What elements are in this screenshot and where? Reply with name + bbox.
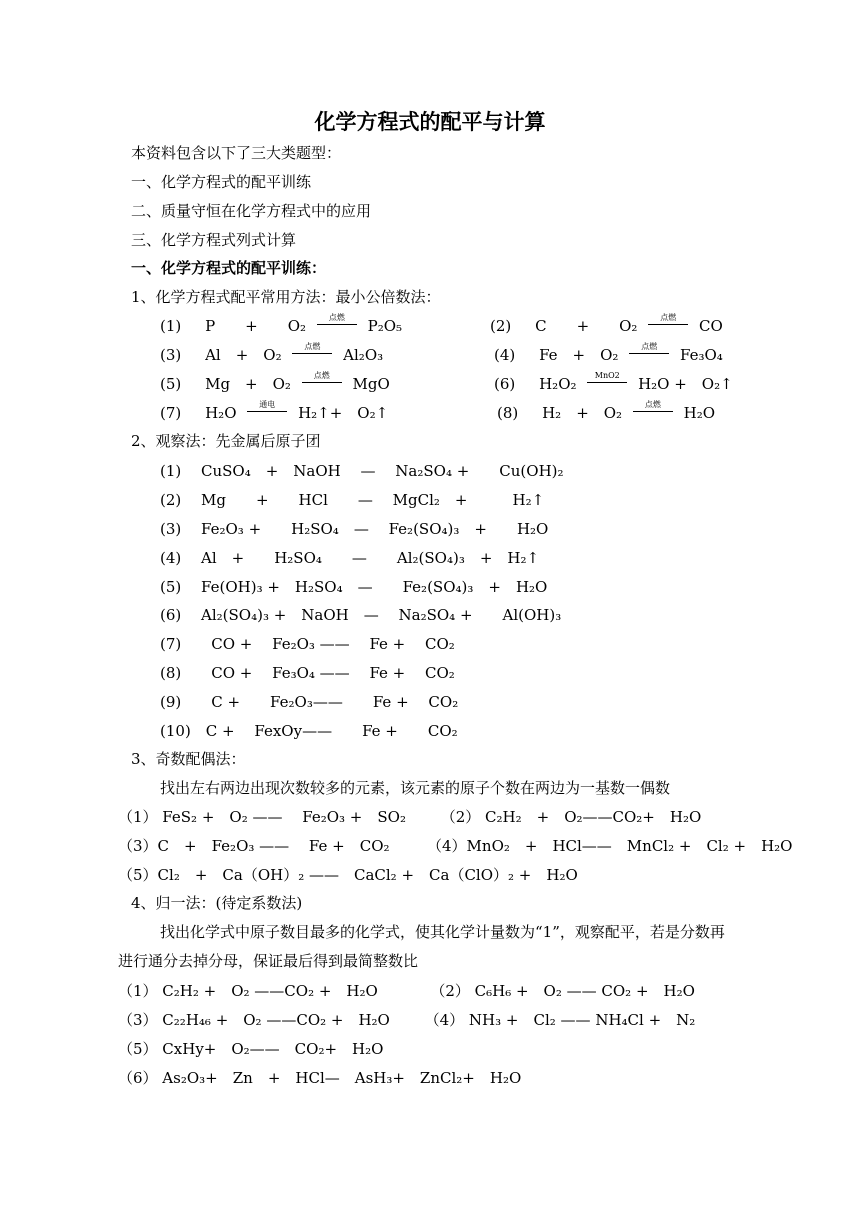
equation-6 <box>494 371 733 394</box>
method-2-heading: 2、观察法：先金属后原子团 <box>131 432 321 450</box>
reaction-condition: 点燃 <box>302 374 342 394</box>
equation-8 <box>497 400 716 423</box>
equation-3 <box>160 342 384 365</box>
method-4-description-2: 进行通分去掉分母，保证最后得到最简整数比 <box>118 952 419 970</box>
equation-number: (8) <box>497 404 519 422</box>
equation-left: Al + O₂ <box>205 346 282 364</box>
observation-item-6: (6) Al₂(SO₄)₃ + NaOH — Na₂SO₄ + Al(OH)₃ <box>160 606 562 624</box>
normalize-line-4: （6） As₂O₃+ Zn + HCl— AsH₃+ ZnCl₂+ H₂O <box>118 1069 522 1087</box>
equation-left: Fe + O₂ <box>539 346 619 364</box>
equation-right: CO <box>699 317 723 335</box>
equation-number: (4) <box>494 346 516 364</box>
equation-7 <box>160 400 389 423</box>
method-3-description: 找出左右两边出现次数较多的元素，该元素的原子个数在两边为一基数一偶数 <box>160 779 671 797</box>
observation-item-2: (2) Mg + HCl — MgCl₂ + H₂↑ <box>160 491 545 509</box>
reaction-condition: 通电 <box>247 403 287 423</box>
equation-left: Mg + O₂ <box>205 375 291 393</box>
equation-right: MgO <box>352 375 390 393</box>
page-title: 化学方程式的配平与计算 <box>314 109 546 134</box>
method-4-heading: 4、归一法：(待定系数法) <box>131 894 303 912</box>
observation-item-10: (10) C + FexOy—— Fe + CO₂ <box>160 722 458 740</box>
equation-5 <box>160 371 390 394</box>
equation-1 <box>160 313 403 336</box>
odd-even-line-2: （3）C + Fe₂O₃ —— Fe + CO₂ （4）MnO₂ + HCl—— MnCl₂ + Cl₂ + H₂O <box>118 837 793 855</box>
equation-number: (2) <box>490 317 512 335</box>
equation-number: (3) <box>160 346 182 364</box>
reaction-condition: MnO2 <box>587 374 627 394</box>
observation-item-5: (5) Fe(OH)₃ + H₂SO₄ — Fe₂(SO₄)₃ + H₂O <box>160 578 548 596</box>
equation-4 <box>494 342 723 365</box>
equation-left: H₂O <box>205 404 237 422</box>
observation-item-7: (7) CO + Fe₂O₃ —— Fe + CO₂ <box>160 635 455 653</box>
observation-item-4: (4) Al + H₂SO₄ — Al₂(SO₄)₃ + H₂↑ <box>160 549 540 567</box>
equation-right: H₂O + O₂↑ <box>638 375 733 393</box>
method-4-description-1: 找出化学式中原子数目最多的化学式，使其化学计量数为“1”，观察配平，若是分数再 <box>160 923 725 941</box>
equation-number: (5) <box>160 375 182 393</box>
equation-right: Al₂O₃ <box>343 346 384 364</box>
observation-item-8: (8) CO + Fe₃O₄ —— Fe + CO₂ <box>160 664 455 682</box>
normalize-line-3: （5） CxHy+ O₂—— CO₂+ H₂O <box>118 1040 384 1058</box>
method-1-heading: 1、化学方程式配平常用方法：最小公倍数法： <box>131 288 441 306</box>
normalize-line-2: （3） C₂₂H₄₆ + O₂ ——CO₂ + H₂O （4） NH₃ + Cl₂ —— NH₄Cl + N₂ <box>118 1011 696 1029</box>
observation-item-3: (3) Fe₂O₃ + H₂SO₄ — Fe₂(SO₄)₃ + H₂O <box>160 520 549 538</box>
reaction-condition: 点燃 <box>292 345 332 365</box>
section-heading: 一、化学方程式的配平训练： <box>131 259 327 277</box>
reaction-condition: 点燃 <box>648 316 688 336</box>
toc-item-2: 二、质量守恒在化学方程式中的应用 <box>131 202 372 220</box>
equation-number: (1) <box>160 317 182 335</box>
equation-left: H₂ + O₂ <box>542 404 623 422</box>
reaction-condition: 点燃 <box>629 345 669 365</box>
reaction-condition: 点燃 <box>317 316 357 336</box>
observation-item-1: (1) CuSO₄ + NaOH — Na₂SO₄ + Cu(OH)₂ <box>160 462 564 480</box>
odd-even-line-1: （1） FeS₂ + O₂ —— Fe₂O₃ + SO₂ （2） C₂H₂ + O₂——CO₂+ H₂O <box>118 808 702 826</box>
equation-number: (6) <box>494 375 516 393</box>
equation-number: (7) <box>160 404 182 422</box>
toc-item-3: 三、化学方程式列式计算 <box>131 231 297 249</box>
equation-left: C + O₂ <box>535 317 638 335</box>
equation-right: Fe₃O₄ <box>680 346 723 364</box>
equation-left: H₂O₂ <box>539 375 577 393</box>
equation-right: P₂O₅ <box>367 317 403 335</box>
intro-text: 本资料包含以下了三大类题型： <box>131 144 342 162</box>
equation-right: H₂O <box>683 404 716 422</box>
equation-left: P + O₂ <box>205 317 307 335</box>
odd-even-line-3: （5）Cl₂ + Ca（OH）₂ —— CaCl₂ + Ca（ClO）₂ + H₂O <box>118 866 578 884</box>
method-3-heading: 3、奇数配偶法： <box>131 750 246 768</box>
observation-item-9: (9) C + Fe₂O₃—— Fe + CO₂ <box>160 693 459 711</box>
reaction-condition: 点燃 <box>633 403 673 423</box>
equation-right: H₂↑+ O₂↑ <box>298 404 389 422</box>
toc-item-1: 一、化学方程式的配平训练 <box>131 173 312 191</box>
equation-2 <box>490 313 723 336</box>
normalize-line-1: （1） C₂H₂ + O₂ ——CO₂ + H₂O （2） C₆H₆ + O₂ —— CO₂ + H₂O <box>118 982 695 1000</box>
